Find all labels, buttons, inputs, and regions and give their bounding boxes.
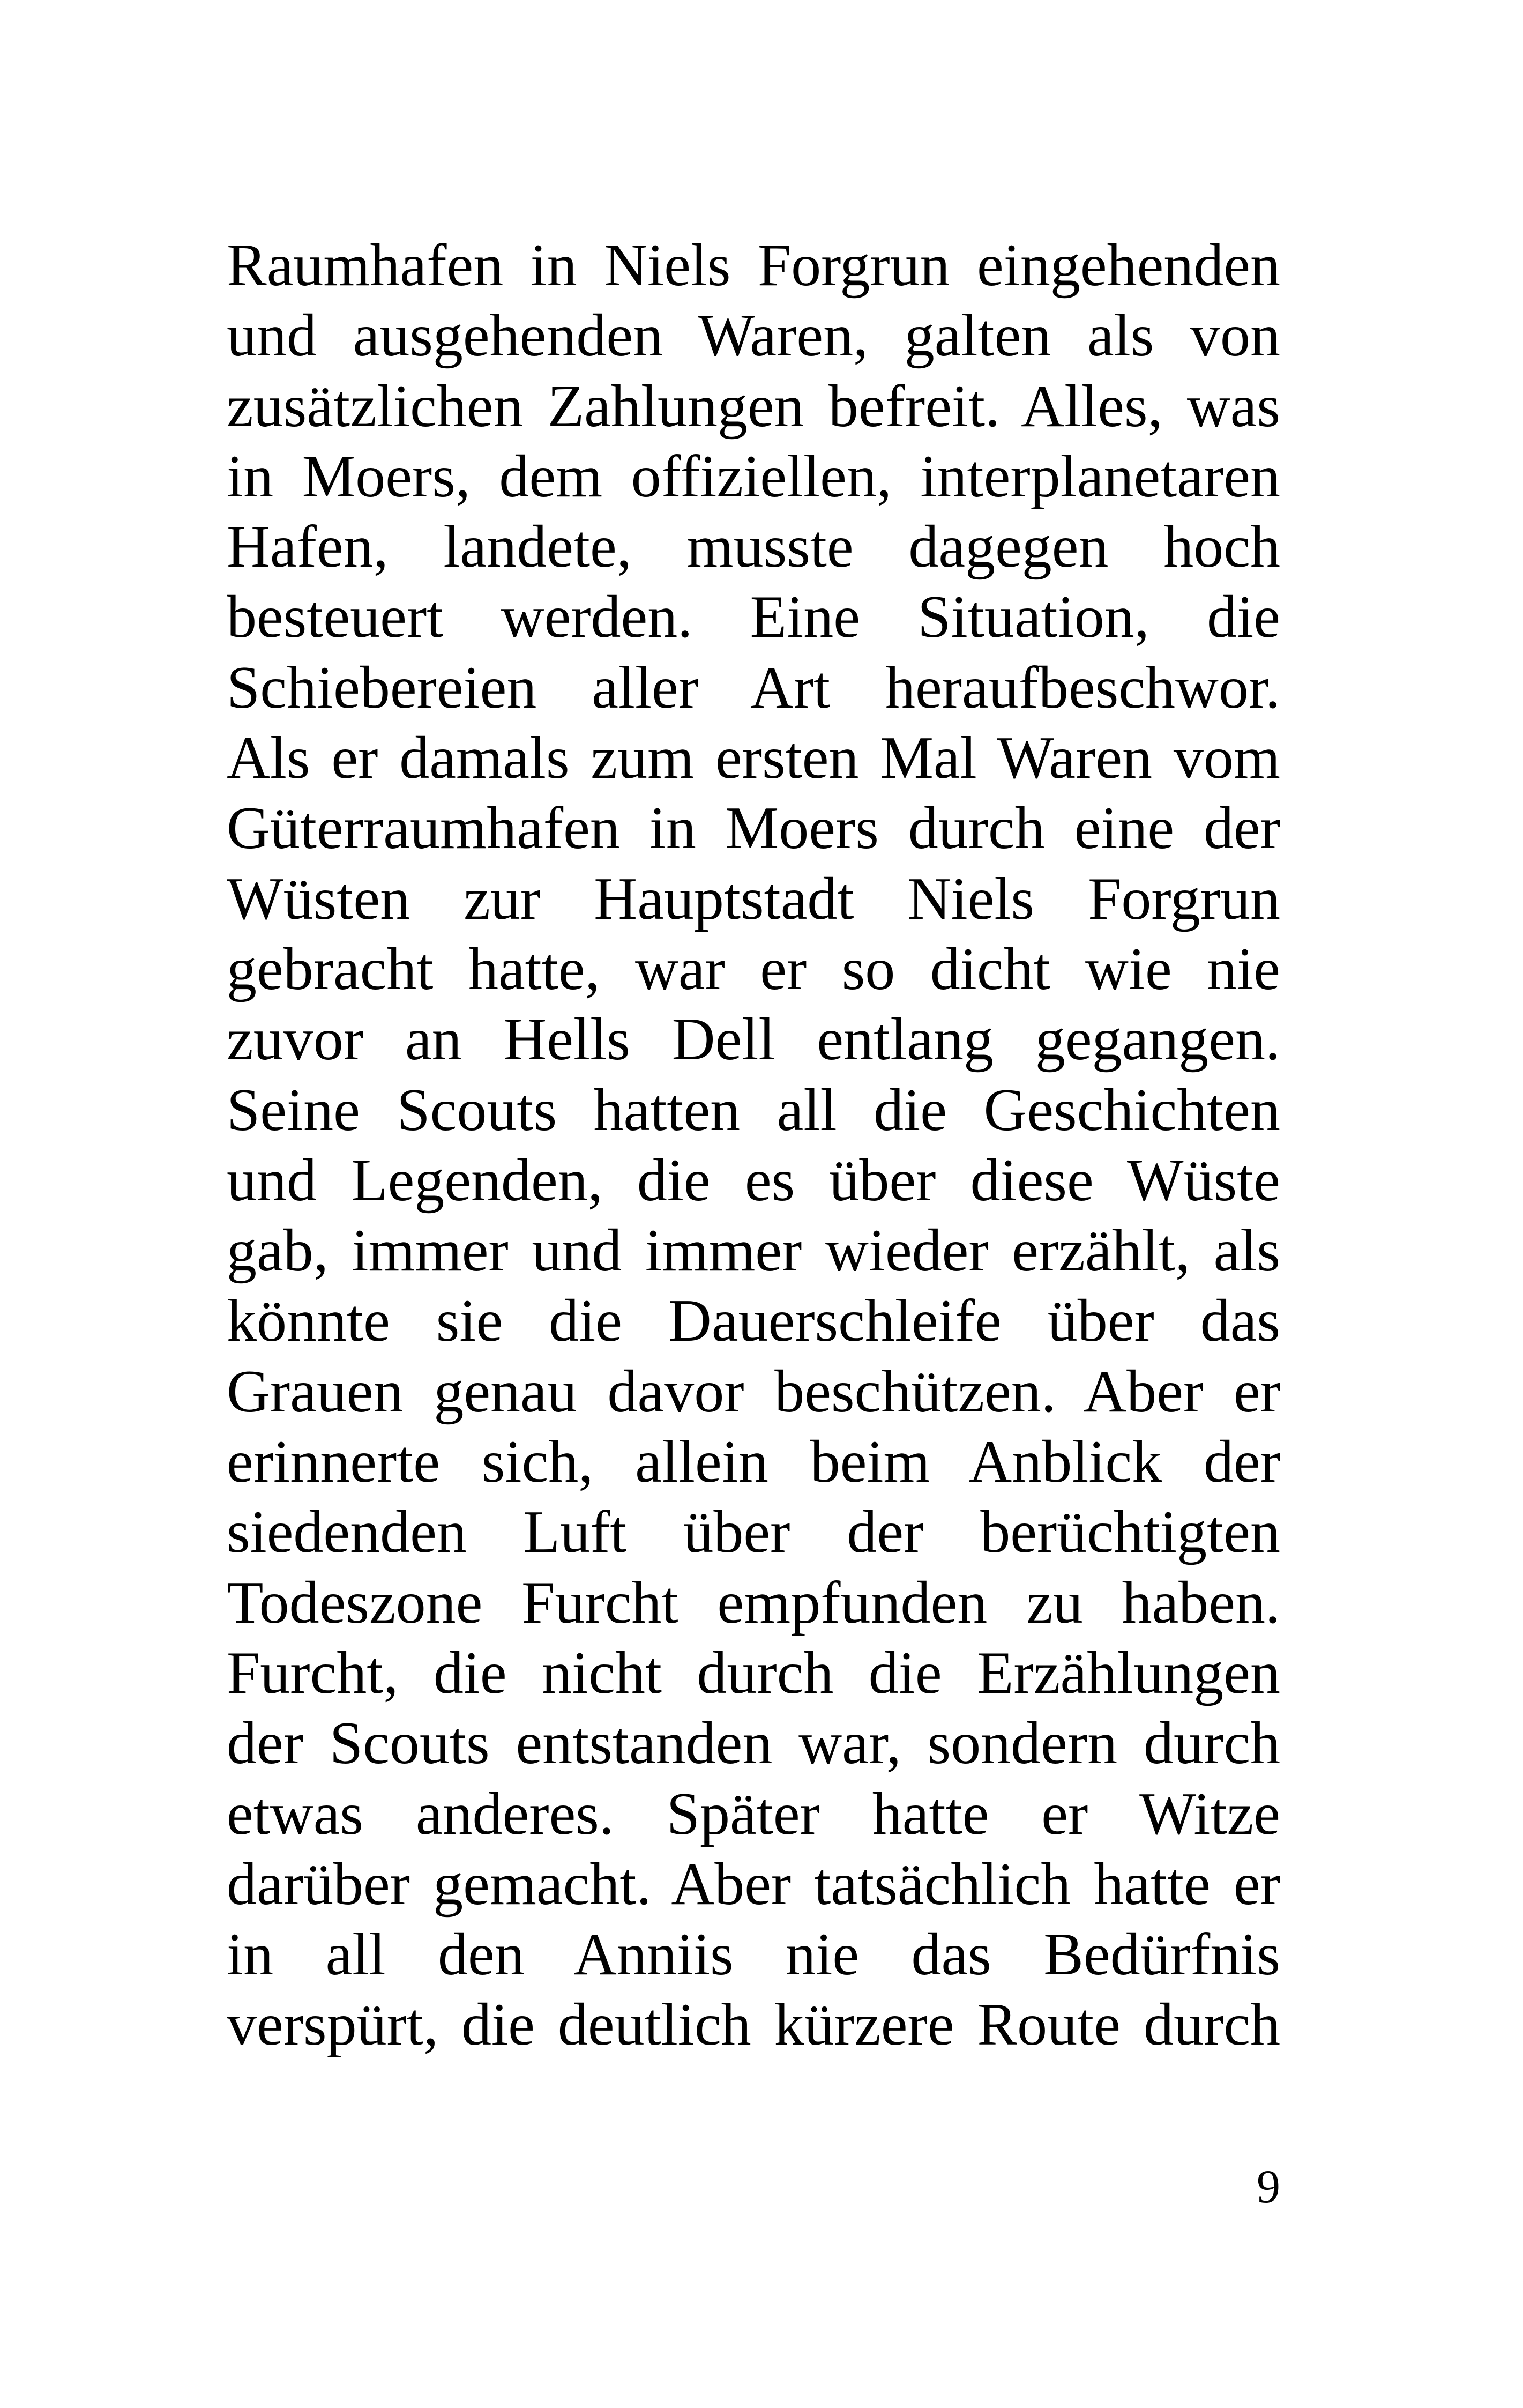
text-line-24: darüber gemacht. Aber tatsächlich hatte er bbox=[227, 1850, 1280, 1918]
text-line-23: etwas anderes. Später hatte er Witze bbox=[227, 1780, 1280, 1847]
text-line-4: in Moers, dem offiziellen, interplanetaren bbox=[227, 443, 1280, 510]
text-line-5: Hafen, landete, musste dagegen hoch bbox=[227, 514, 1280, 581]
text-line-11: gebracht hatte, war er so dicht wie nie bbox=[227, 935, 1280, 1002]
text-line-15: gab, immer und immer wieder erzählt, als bbox=[227, 1217, 1280, 1284]
text-line-8: Als er damals zum ersten Mal Waren vom bbox=[227, 725, 1280, 792]
text-line-21: Furcht, die nicht durch die Erzählungen bbox=[227, 1639, 1280, 1706]
body-text bbox=[227, 231, 1280, 2061]
text-line-2: und ausgehenden Waren, galten als von bbox=[227, 302, 1280, 369]
text-line-22: der Scouts entstanden war, sondern durch bbox=[227, 1710, 1280, 1777]
text-line-16: könnte sie die Dauerschleife über das bbox=[227, 1288, 1280, 1355]
text-line-10: Wüsten zur Hauptstadt Niels Forgrun bbox=[227, 865, 1280, 932]
text-line-7: Schiebereien aller Art heraufbeschwor. bbox=[227, 654, 1280, 721]
text-line-12: zuvor an Hells Dell entlang gegangen. bbox=[227, 1006, 1280, 1073]
text-line-20: Todeszone Furcht empfunden zu haben. bbox=[227, 1569, 1280, 1636]
text-line-1: Raumhafen in Niels Forgrun eingehenden bbox=[227, 232, 1280, 299]
text-line-19: siedenden Luft über der berüchtigten bbox=[227, 1499, 1280, 1566]
text-line-14: und Legenden, die es über diese Wüste bbox=[227, 1147, 1280, 1214]
text-line-17: Grauen genau davor beschützen. Aber er bbox=[227, 1358, 1280, 1425]
text-line-18: erinnerte sich, allein beim Anblick der bbox=[227, 1429, 1280, 1496]
text-line-9: Güterraumhafen in Moers durch eine der bbox=[227, 795, 1280, 862]
text-line-26: verspürt, die deutlich kürzere Route durch bbox=[227, 1991, 1280, 2058]
text-line-3: zusätzlichen Zahlungen befreit. Alles, was bbox=[227, 373, 1280, 440]
page-number: 9 bbox=[1257, 2161, 1280, 2213]
text-line-13: Seine Scouts hatten all die Geschichten bbox=[227, 1076, 1280, 1143]
text-line-6: besteuert werden. Eine Situation, die bbox=[227, 584, 1280, 651]
text-line-25: in all den Anniis nie das Bedürfnis bbox=[227, 1921, 1280, 1988]
